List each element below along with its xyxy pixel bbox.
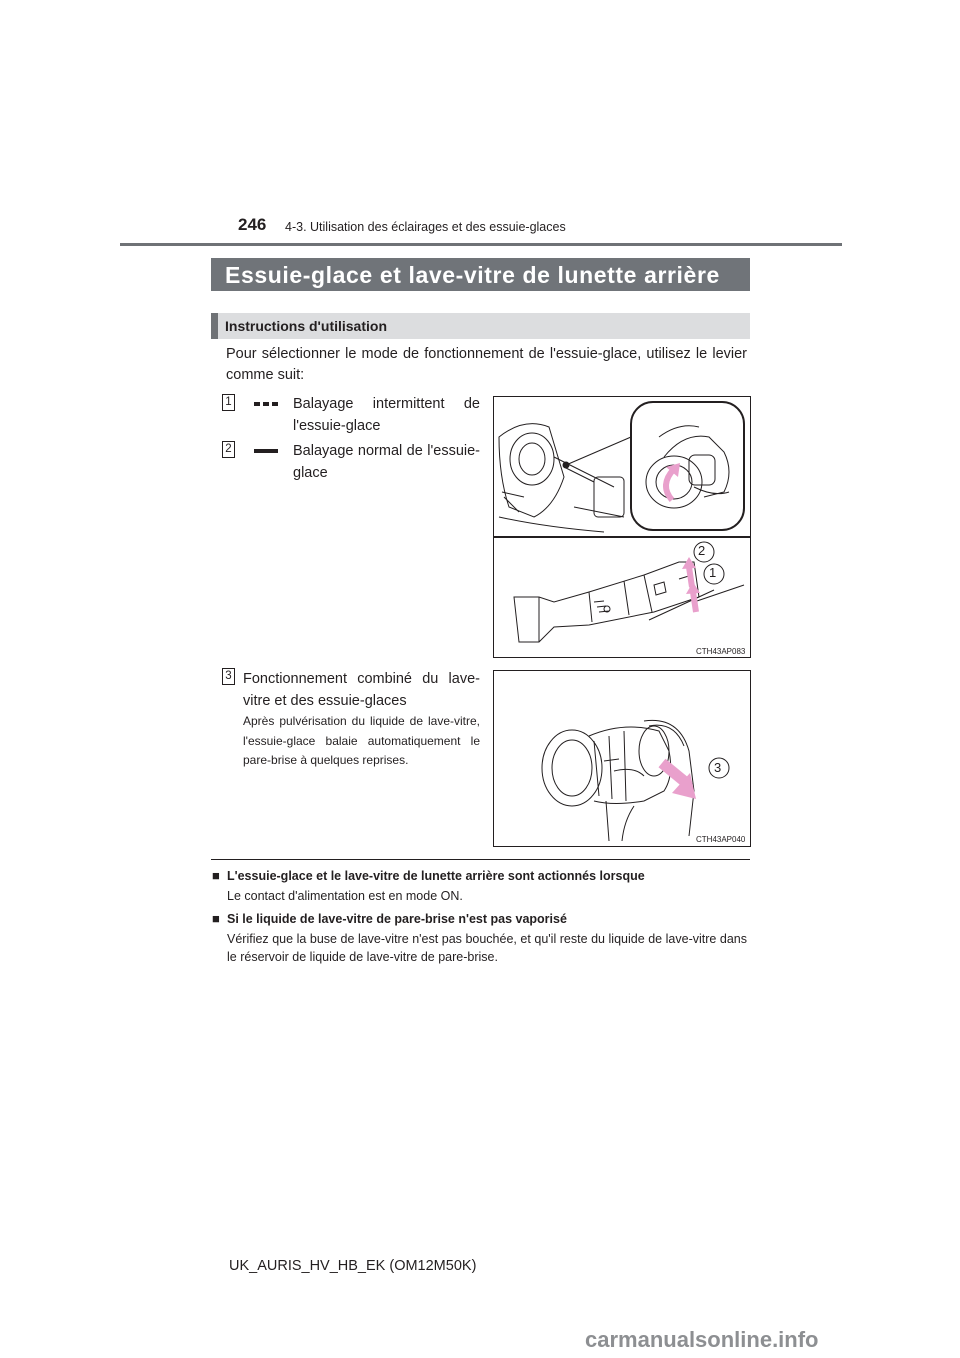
item-text: Balayage intermittent de l'essuie-glace	[293, 396, 480, 434]
watermark: carmanualsonline.info	[585, 1327, 819, 1352]
item-number: 3	[225, 669, 232, 682]
wiper-lever-illustration	[494, 397, 750, 657]
bottom-rule	[211, 859, 750, 860]
item-text: Balayage normal de l'essuie-glace	[293, 443, 480, 481]
item-note: Après pulvérisation du liquide de lave-vitre, l'essuie-glace balaie automatiquement le pare-brise à quelques reprises.	[243, 714, 480, 767]
figure-washer-operation	[493, 670, 751, 847]
subheading-accent	[211, 313, 218, 339]
intro-paragraph: Pour sélectionner le mode de fonctionnement de l'essuie-glace, utilisez le levier comme suit:	[226, 346, 747, 383]
bullet-heading: Si le liquide de lave-vitre de pare-brise n'est pas vaporisé	[227, 912, 567, 926]
solid-line-icon	[254, 448, 278, 454]
figure-wiper-lever	[493, 396, 751, 658]
item-number: 1	[225, 395, 232, 408]
section-title: Essuie-glace et lave-vitre de lunette arrière	[225, 262, 720, 288]
bullet-text: Vérifiez que la buse de lave-vitre n'est pas bouchée, et qu'il reste du liquide de lave-vitre dans le réservoir de liquide de lave-vitre de pare-brise.	[227, 932, 747, 964]
bullet-heading: L'essuie-glace et le lave-vitre de lunette arrière sont actionnés lorsque	[227, 869, 645, 883]
bullet-text: Le contact d'alimentation est en mode ON.	[227, 889, 463, 903]
washer-operation-illustration	[494, 671, 750, 846]
callout-number: 1	[709, 565, 717, 580]
item-number-badge	[222, 441, 235, 458]
item-number-badge	[222, 394, 235, 411]
subheading: Instructions d'utilisation	[225, 318, 387, 334]
chapter-title: 4-3. Utilisation des éclairages et des essuie-glaces	[285, 220, 566, 234]
bullet-marker: ■	[212, 868, 220, 883]
item-number-badge	[222, 668, 235, 685]
bullet-marker: ■	[212, 911, 220, 926]
figure-code: CTH43AP040	[696, 835, 746, 844]
item-text: Fonctionnement combiné du lave-vitre et des essuie-glaces	[243, 671, 480, 709]
footer-model-code: UK_AURIS_HV_HB_EK (OM12M50K)	[229, 1258, 477, 1274]
figure-code: CTH43AP083	[696, 647, 746, 656]
callout-number: 2	[698, 543, 706, 558]
page-number: 246	[238, 215, 267, 234]
dashed-line-icon	[254, 401, 278, 407]
callout-number: 3	[714, 760, 722, 775]
header-rule	[120, 243, 842, 246]
item-number: 2	[225, 442, 232, 455]
